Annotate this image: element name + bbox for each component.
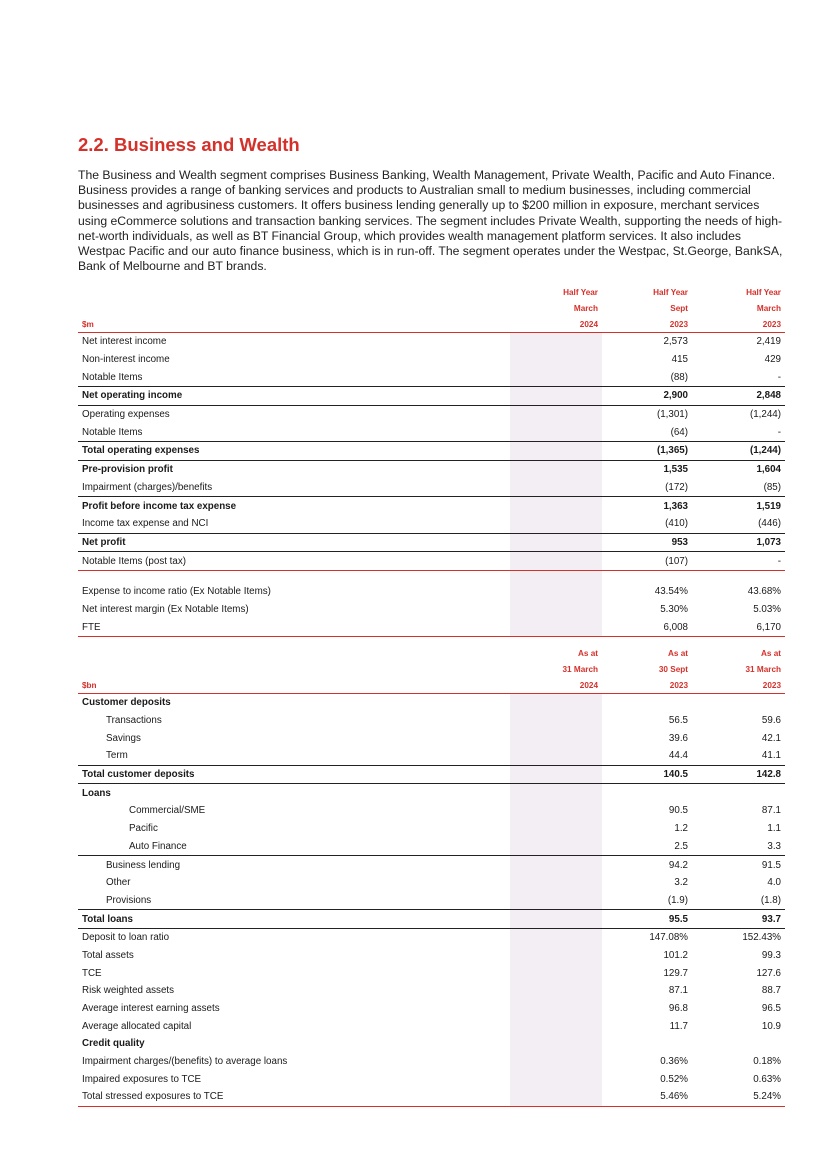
table-row <box>78 694 785 712</box>
row-label: Transactions <box>106 715 162 727</box>
row-label: Risk weighted assets <box>82 985 175 997</box>
row-label: Total operating expenses <box>78 442 510 461</box>
row-value: 2,419 <box>756 336 781 348</box>
row-value: 1.1 <box>767 823 781 835</box>
row-value <box>510 351 602 369</box>
row-label: Total loans <box>78 910 510 929</box>
row-value: 87.1 <box>761 805 781 817</box>
row-value <box>510 497 602 515</box>
table-row <box>78 351 785 369</box>
row-value: 93.7 <box>692 910 785 929</box>
row-value: - <box>692 368 785 386</box>
row-label: Business lending <box>106 859 181 871</box>
table-row <box>78 892 785 910</box>
row-value: (446) <box>692 515 785 533</box>
row-value: 953 <box>602 533 692 552</box>
row-value <box>510 333 602 351</box>
section-title: 2.2. Business and Wealth <box>78 134 300 155</box>
header-row <box>78 284 785 300</box>
row-value: 90.5 <box>668 805 688 817</box>
row-value <box>510 802 602 820</box>
row-label: Credit quality <box>82 1038 145 1050</box>
table-row <box>78 1000 785 1018</box>
table-row <box>78 784 785 802</box>
row-value <box>510 1000 602 1018</box>
row-value: 2,900 <box>602 387 692 406</box>
row-label: Income tax expense and NCI <box>78 515 510 533</box>
col-header: As at <box>577 648 598 658</box>
row-value: 1,535 <box>663 464 688 476</box>
col-header: As at <box>667 648 688 658</box>
row-value <box>510 838 602 856</box>
col-header: 2023 <box>602 677 692 694</box>
row-value <box>510 533 602 552</box>
col-header: 30 Sept <box>658 664 688 674</box>
row-value: (107) <box>602 552 692 571</box>
table-row <box>78 838 785 856</box>
row-label: Net interest income <box>82 336 167 348</box>
row-value: 59.6 <box>761 715 781 727</box>
row-value <box>510 423 602 441</box>
col-header: March <box>573 303 598 313</box>
row-label <box>78 570 510 583</box>
row-value <box>510 874 602 892</box>
row-label: Notable Items (post tax) <box>78 552 510 571</box>
row-value <box>602 784 692 802</box>
table-row <box>78 1017 785 1035</box>
row-value <box>510 442 602 461</box>
row-label: Total stressed exposures to TCE <box>78 1088 510 1106</box>
row-value: 0.36% <box>660 1056 688 1068</box>
col-header: 2024 <box>510 677 602 694</box>
row-value <box>510 765 602 784</box>
table-row <box>78 533 785 552</box>
table-row <box>78 820 785 838</box>
row-value <box>510 1053 602 1071</box>
row-label: Impaired exposures to TCE <box>82 1073 202 1085</box>
table-row <box>78 368 785 386</box>
row-value: 43.68% <box>747 586 781 598</box>
row-value <box>510 820 602 838</box>
row-value: 44.4 <box>602 747 692 765</box>
row-value: 1,073 <box>692 533 785 552</box>
unit-label: $m <box>78 316 510 333</box>
table-row <box>78 1088 785 1106</box>
row-value: 5.30% <box>660 603 688 615</box>
row-value <box>510 570 602 583</box>
row-value: 1,519 <box>756 500 781 512</box>
row-value <box>510 1017 602 1035</box>
row-value: 127.6 <box>756 967 781 979</box>
row-label: Impairment charges/(benefits) to average loans <box>82 1056 288 1068</box>
row-value <box>510 583 602 601</box>
row-value: (85) <box>692 479 785 497</box>
row-value <box>510 892 602 910</box>
col-header: 2023 <box>692 677 785 694</box>
row-value: - <box>692 423 785 441</box>
row-label: Operating expenses <box>82 409 170 421</box>
row-value: 101.2 <box>663 949 688 961</box>
row-value: (1.8) <box>692 892 785 910</box>
row-value <box>510 784 602 802</box>
row-value: 43.54% <box>654 586 688 598</box>
row-label: TCE <box>82 967 102 979</box>
row-value <box>510 729 602 747</box>
row-value: 41.1 <box>692 747 785 765</box>
row-label: Pre-provision profit <box>82 464 173 476</box>
table-row <box>78 552 785 571</box>
header-row <box>78 300 785 316</box>
row-label: Pacific <box>129 823 158 835</box>
row-label: Profit before income tax expense <box>82 500 237 512</box>
row-value <box>510 1035 602 1053</box>
row-value <box>692 694 785 712</box>
row-value: 2,848 <box>692 387 785 406</box>
row-value: 94.2 <box>668 859 688 871</box>
row-value <box>510 982 602 1000</box>
row-label: Customer deposits <box>82 697 171 709</box>
row-value: 91.5 <box>761 859 781 871</box>
row-value <box>510 1070 602 1088</box>
row-label: Average allocated capital <box>82 1020 192 1032</box>
header-row <box>78 645 785 661</box>
row-value: 39.6 <box>668 732 688 744</box>
row-label: Average interest earning assets <box>82 1003 220 1015</box>
table-row <box>78 387 785 406</box>
row-value <box>602 570 692 583</box>
row-value: 2.5 <box>602 838 692 856</box>
row-label: Net operating income <box>78 387 510 406</box>
row-value: 96.5 <box>761 1003 781 1015</box>
row-value: 95.5 <box>602 910 692 929</box>
row-value <box>692 1035 785 1053</box>
row-value <box>692 570 785 583</box>
table-row <box>78 1070 785 1088</box>
row-value: 10.9 <box>761 1020 781 1032</box>
table-row <box>78 1053 785 1071</box>
table-row <box>78 928 785 946</box>
col-header: March <box>756 303 781 313</box>
section-intro: The Business and Wealth segment comprises Business Banking, Wealth Management, Private Wealth, Pacific and Auto Finance. Business provides a range of banking services and products to Australian small to medium businesses, including commercial businesses and agribusiness customers. It offers business lending generally up to $200 million in exposure, merchant services using eCommerce solutions and transaction banking services. The segment includes Private Wealth, supporting the needs of high-net-worth individuals, as well as BT Financial Group, which provides wealth management platform services. It also includes Westpac Pacific and our auto finance business, which is in run-off. The segment operates under the Westpac, St.George, BankSA, Bank of Melbourne and BT brands. <box>78 168 783 274</box>
row-value: 1,604 <box>756 464 781 476</box>
row-value: 147.08% <box>649 932 688 944</box>
row-value: 5.46% <box>602 1088 692 1106</box>
row-value: 42.1 <box>761 732 781 744</box>
row-value <box>510 928 602 946</box>
row-value: - <box>692 552 785 571</box>
table-row <box>78 765 785 784</box>
row-value: (410) <box>602 515 692 533</box>
table-row <box>78 423 785 441</box>
row-value: 429 <box>764 354 781 366</box>
row-label: Net profit <box>78 533 510 552</box>
table-row <box>78 583 785 601</box>
row-value: (1,365) <box>602 442 692 461</box>
row-value: 6,170 <box>692 618 785 636</box>
row-value: (1,301) <box>656 409 688 421</box>
unit-label: $bn <box>78 677 510 694</box>
income-table <box>78 284 785 637</box>
row-value <box>510 460 602 478</box>
row-label: Auto Finance <box>78 838 510 856</box>
col-header: 31 March <box>745 664 781 674</box>
header-row <box>78 677 785 694</box>
table-row <box>78 479 785 497</box>
row-label: Total customer deposits <box>78 765 510 784</box>
table-row <box>78 497 785 515</box>
row-value: 2,573 <box>663 336 688 348</box>
row-label: Notable Items <box>78 423 510 441</box>
row-value: 1.2 <box>674 823 688 835</box>
row-value <box>510 964 602 982</box>
row-value: 0.52% <box>660 1073 688 1085</box>
row-value: 5.03% <box>753 603 781 615</box>
row-value <box>510 479 602 497</box>
table-row <box>78 618 785 636</box>
row-label: Expense to income ratio (Ex Notable Items) <box>82 586 271 598</box>
col-header: Sept <box>670 303 688 313</box>
row-value <box>510 618 602 636</box>
col-header: 2023 <box>692 316 785 333</box>
row-label: Loans <box>82 787 111 799</box>
table-row <box>78 802 785 820</box>
row-value: 88.7 <box>761 985 781 997</box>
header-row <box>78 316 785 333</box>
row-value: (64) <box>602 423 692 441</box>
row-value <box>510 910 602 929</box>
table-row <box>78 729 785 747</box>
row-value: 129.7 <box>663 967 688 979</box>
table-row <box>78 982 785 1000</box>
row-label: Commercial/SME <box>129 805 206 817</box>
table-row <box>78 747 785 765</box>
row-value: 87.1 <box>668 985 688 997</box>
row-label: FTE <box>78 618 510 636</box>
col-header: 2024 <box>510 316 602 333</box>
row-value: (1,244) <box>692 442 785 461</box>
row-value <box>510 712 602 730</box>
row-value <box>510 1088 602 1106</box>
row-value: 152.43% <box>742 932 781 944</box>
table-row <box>78 910 785 929</box>
row-value: 56.5 <box>668 715 688 727</box>
row-label: Non-interest income <box>82 354 170 366</box>
table-row <box>78 515 785 533</box>
row-value <box>510 515 602 533</box>
col-header: Half Year <box>746 287 781 297</box>
table-row <box>78 570 785 583</box>
table-row <box>78 874 785 892</box>
row-value <box>510 947 602 965</box>
row-label: Other <box>106 877 131 889</box>
row-value: 1,363 <box>663 500 688 512</box>
table-row <box>78 712 785 730</box>
row-value <box>510 387 602 406</box>
row-label: Savings <box>106 732 141 744</box>
row-value: 3.3 <box>692 838 785 856</box>
table-row <box>78 333 785 351</box>
row-value: 142.8 <box>692 765 785 784</box>
row-value <box>510 856 602 874</box>
table-row <box>78 442 785 461</box>
row-value <box>510 405 602 423</box>
row-value: (1,244) <box>749 409 781 421</box>
row-value: 3.2 <box>674 877 688 889</box>
row-value: 6,008 <box>602 618 692 636</box>
balance-table <box>78 645 785 1107</box>
row-value <box>510 368 602 386</box>
row-label: Impairment (charges)/benefits <box>78 479 510 497</box>
table-row <box>78 856 785 874</box>
col-header: Half Year <box>563 287 598 297</box>
row-label: Term <box>78 747 510 765</box>
row-value: 96.8 <box>668 1003 688 1015</box>
row-value: 5.24% <box>692 1088 785 1106</box>
table-row <box>78 947 785 965</box>
row-value: 140.5 <box>602 765 692 784</box>
row-label: Provisions <box>78 892 510 910</box>
row-value: 0.18% <box>753 1056 781 1068</box>
table-row <box>78 460 785 478</box>
col-header: 31 March <box>562 664 598 674</box>
table-row <box>78 405 785 423</box>
row-value <box>602 1035 692 1053</box>
row-label: Deposit to loan ratio <box>82 932 170 944</box>
row-label: Total assets <box>82 949 134 961</box>
row-value: (172) <box>602 479 692 497</box>
row-value <box>510 601 602 619</box>
table-row <box>78 964 785 982</box>
row-value <box>692 784 785 802</box>
row-label: Notable Items <box>78 368 510 386</box>
row-value: 99.3 <box>761 949 781 961</box>
row-value: (1.9) <box>602 892 692 910</box>
col-header: As at <box>760 648 781 658</box>
row-value: (88) <box>602 368 692 386</box>
row-value: 0.63% <box>753 1073 781 1085</box>
row-value: 415 <box>671 354 688 366</box>
table-row <box>78 601 785 619</box>
row-value <box>510 694 602 712</box>
col-header: Half Year <box>653 287 688 297</box>
row-value <box>510 747 602 765</box>
table-row <box>78 1035 785 1053</box>
row-value <box>602 694 692 712</box>
col-header: 2023 <box>602 316 692 333</box>
row-value: 11.7 <box>669 1020 688 1032</box>
row-value <box>510 552 602 571</box>
header-row <box>78 661 785 677</box>
row-label: Net interest margin (Ex Notable Items) <box>82 603 249 615</box>
row-value: 4.0 <box>767 877 781 889</box>
